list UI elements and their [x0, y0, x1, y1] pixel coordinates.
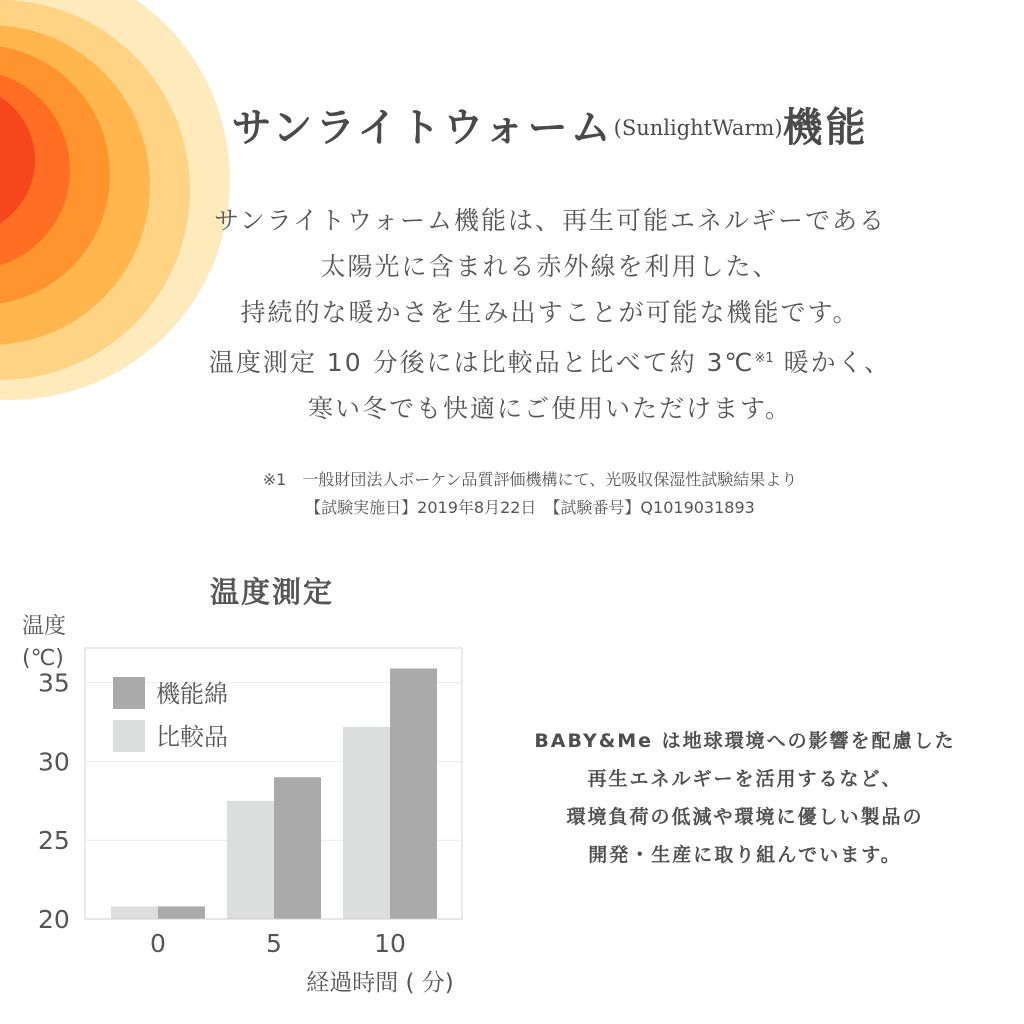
title-main: サンライトウォーム	[231, 105, 614, 151]
bar-functional-0	[158, 906, 205, 919]
chart-title: 温度測定	[210, 575, 335, 609]
y-tick-label: 35	[38, 668, 70, 698]
x-tick-label: 10	[374, 929, 406, 958]
intro-line-2: 太陽光に含まれる赤外線を利用した、	[320, 252, 780, 281]
legend-swatch	[113, 720, 145, 752]
y-tick-label: 20	[38, 905, 70, 934]
eco-line-1: BABY&Me は地球環境への影響を配慮した	[534, 730, 956, 752]
title-latin: (SunlightWarm)	[613, 116, 783, 140]
x-tick-label: 5	[266, 929, 282, 958]
y-tick-label: 25	[38, 826, 70, 856]
bar-functional-10	[390, 668, 437, 919]
footnote-marker: ※1	[754, 351, 774, 366]
footnote-line-2: 【試験実施日】2019年8月22日 【試験番号】Q1019031893	[305, 498, 755, 517]
y-axis-label-line-2: (℃)	[22, 646, 64, 671]
legend-label: 機能綿	[156, 680, 228, 708]
eco-message	[500, 722, 990, 874]
x-tick-label: 0	[150, 929, 166, 958]
intro-line-1: サンライトウォーム機能は、再生可能エネルギーである	[213, 206, 886, 235]
y-axis-label-line-1: 温度	[22, 614, 67, 639]
footnote-line-1: ※1 一般財団法人ボーケン品質評価機構にて、光吸収保湿性試験結果より	[262, 470, 798, 489]
bar-functional-5	[274, 777, 321, 919]
intro-line-4-b: 暖かく、	[773, 348, 892, 377]
legend-label: 比較品	[156, 723, 228, 751]
intro-line-4-a: 温度測定 10 分後には比較品と比べて約 3℃	[208, 348, 755, 377]
intro-line-5: 寒い冬でも快適にご使用いただけます。	[307, 394, 792, 423]
intro-line-3: 持続的な暖かさを生み出すことが可能な機能です。	[240, 298, 860, 327]
eco-line-2: 再生エネルギーを活用するなど、	[587, 768, 903, 790]
y-tick-label: 30	[38, 747, 70, 777]
x-axis-label: 経過時間 ( 分)	[306, 970, 454, 996]
legend-swatch	[113, 677, 145, 709]
eco-line-4: 開発・生産に取り組んでいます。	[588, 844, 902, 866]
bar-comparison-10	[343, 727, 390, 919]
eco-line-3: 環境負荷の低減や環境に優しい製品の	[566, 806, 924, 828]
title-suffix: 機能	[782, 105, 869, 151]
bar-comparison-5	[227, 801, 274, 919]
bar-comparison-0	[111, 906, 158, 919]
